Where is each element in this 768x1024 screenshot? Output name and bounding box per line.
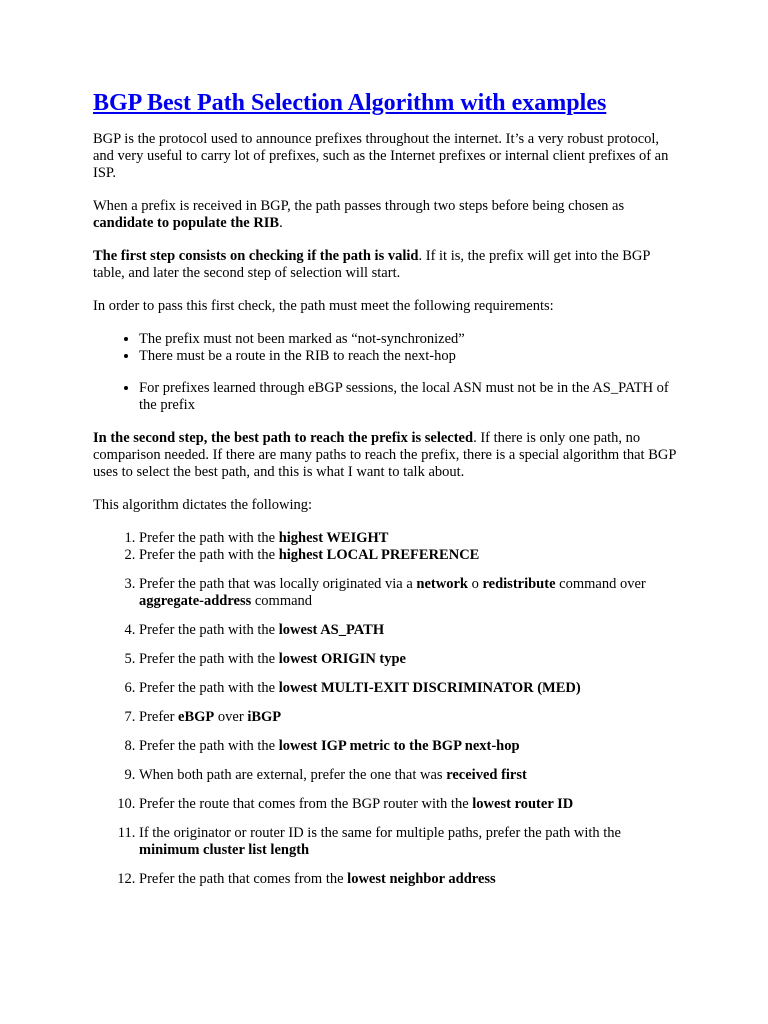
rule-bold: lowest neighbor address [347, 871, 496, 887]
rule-bold: lowest AS_PATH [278, 622, 385, 638]
rule-bold: lowest IGP metric to the BGP next-hop [278, 738, 520, 754]
rule-bold: highest LOCAL PREFERENCE [278, 547, 480, 563]
rule-text: over [214, 709, 248, 725]
rule-text: Prefer [139, 709, 179, 725]
rule-text: Prefer the path that comes from the [139, 871, 348, 887]
rib-end: . [279, 215, 283, 231]
rule-item [139, 530, 676, 547]
rule-item [139, 680, 676, 697]
rule-bold: redistribute [482, 576, 556, 592]
first-step-paragraph [93, 248, 676, 282]
rule-text: command over [555, 576, 646, 592]
rule-bold: minimum cluster list length [139, 842, 310, 858]
rule-text: command [251, 593, 313, 609]
rule-text: Prefer the path with the [139, 680, 279, 696]
first-step-bold: The first step consists on checking if the path is valid [93, 248, 419, 264]
second-step-bold: In the second step, the best path to reach the prefix is selected [93, 430, 474, 446]
rib-bold: candidate to populate the RIB [93, 215, 280, 231]
rule-item [139, 651, 676, 668]
requirement-item: • There must be a route in the RIB to reach the next-hop [139, 348, 676, 365]
intro-paragraph: BGP is the protocol used to announce prefixes throughout the internet. It’s a very robust protocol, and very useful to carry lot of prefixes, such as the Internet prefixes or internal client prefixes of an ISP. [93, 131, 669, 181]
first-step-text: . If it is, the prefix will get into the BGP table, and later the second step of selection will start. [93, 248, 650, 281]
rule-item [139, 709, 676, 726]
rule-item [139, 622, 676, 639]
requirement-item: • The prefix must not been marked as “not-synchronized” [139, 331, 676, 348]
requirements-intro: In order to pass this first check, the path must meet the following requirements: [93, 298, 554, 314]
rule-text: o [467, 576, 483, 592]
selection-rules-list [93, 530, 676, 888]
rule-text: When both path are external, prefer the one that was [139, 767, 447, 783]
rule-text: Prefer the path with the [139, 530, 279, 546]
rule-item [139, 738, 676, 755]
rule-bold: lowest router ID [472, 796, 574, 812]
second-step-text: . If there is only one path, no comparison needed. If there are many paths to reach the prefix, there is a special algorithm that BGP uses to select the best path, and this is what I want to talk about. [93, 430, 676, 480]
rule-text: Prefer the path with the [139, 651, 279, 667]
rule-bold: eBGP [178, 709, 215, 725]
rule-item [139, 767, 676, 784]
rule-text: Prefer the path that was locally originated via a [139, 576, 417, 592]
rule-item [139, 796, 676, 813]
rule-item [139, 825, 676, 859]
rule-bold: lowest MULTI-EXIT DISCRIMINATOR (MED) [278, 680, 581, 696]
second-step-paragraph [93, 430, 676, 481]
rule-text: Prefer the path with the [139, 547, 279, 563]
rib-candidate-paragraph [93, 198, 676, 232]
rule-bold: aggregate-address [139, 593, 252, 609]
rule-text: If the originator or router ID is the same for multiple paths, prefer the path with the [139, 825, 621, 841]
rule-text: Prefer the path with the [139, 622, 279, 638]
rule-bold: network [416, 576, 468, 592]
rib-text: When a prefix is received in BGP, the path passes through two steps before being chosen as [93, 198, 625, 214]
requirements-list [93, 331, 676, 414]
article-title-link[interactable]: BGP Best Path Selection Algorithm with examples [93, 90, 607, 116]
algorithm-intro: This algorithm dictates the following: [93, 497, 313, 513]
rule-item [139, 547, 676, 564]
rule-text: Prefer the route that comes from the BGP router with the [139, 796, 473, 812]
rule-bold: highest WEIGHT [278, 530, 389, 546]
rule-bold: lowest ORIGIN type [278, 651, 406, 667]
rule-bold: iBGP [247, 709, 282, 725]
requirement-item: • For prefixes learned through eBGP sessions, the local ASN must not be in the AS_PATH of the prefix [139, 380, 676, 414]
rule-text: Prefer the path with the [139, 738, 279, 754]
rule-item [139, 576, 676, 610]
rule-bold: received first [446, 767, 527, 783]
rule-item [139, 871, 676, 888]
